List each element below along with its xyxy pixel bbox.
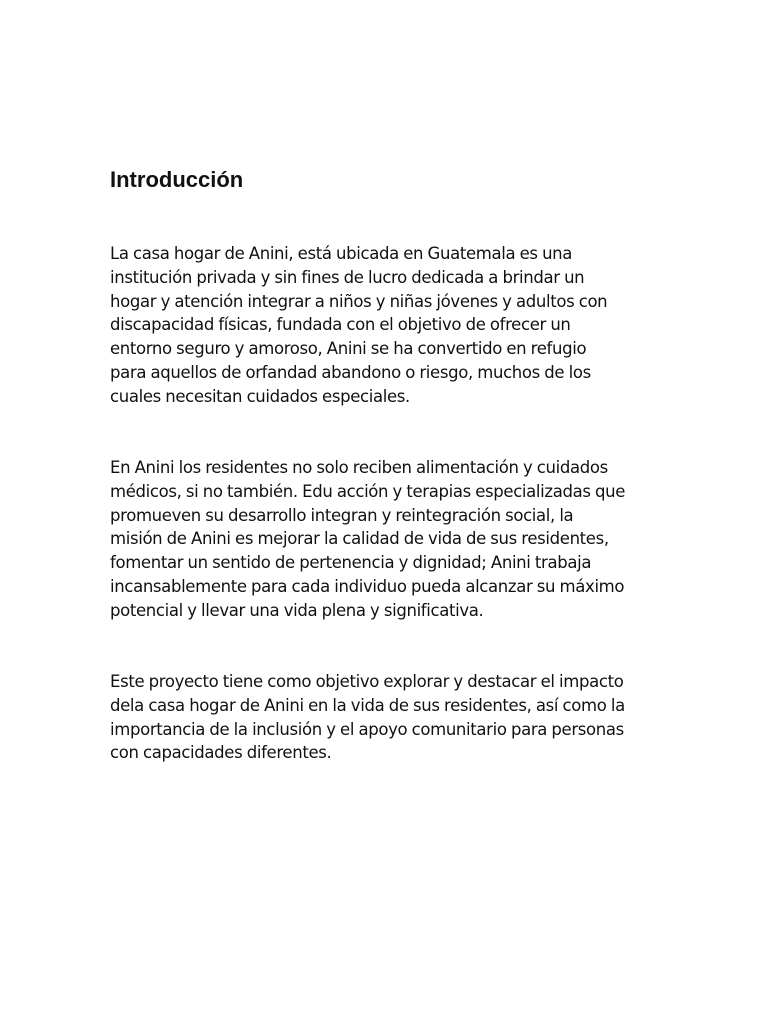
paragraph-line: potencial y llevar una vida plena y significativa. (110, 600, 484, 620)
paragraph-line: con capacidades diferentes. (110, 743, 332, 763)
document-page (110, 166, 670, 763)
paragraph-line: entorno seguro y amoroso, Anini se ha convertido en refugio (110, 339, 587, 359)
paragraph-line: para aquellos de orfandad abandono o riesgo, muchos de los (110, 362, 591, 382)
paragraph-line: importancia de la inclusión y el apoyo comunitario para personas (110, 719, 624, 739)
paragraph-line: En Anini los residentes no solo reciben alimentación y cuidados (110, 458, 608, 477)
paragraph-line: discapacidad físicas, fundada con el objetivo de ofrecer un (110, 315, 571, 335)
paragraph-1 (110, 242, 670, 409)
paragraph-line: hogar y atención integrar a niños y niñas jóvenes y adultos con (110, 291, 608, 311)
page-title: Introducción (110, 167, 244, 192)
paragraph-3 (110, 670, 670, 765)
paragraph-line: médicos, si no también. Edu acción y terapias especializadas que (110, 481, 626, 501)
paragraph-line: incansablemente para cada individuo pueda alcanzar su máximo (110, 576, 625, 596)
paragraph-line: Este proyecto tiene como objetivo explorar y destacar el impacto (110, 672, 624, 691)
paragraph-line: misión de Anini es mejorar la calidad de vida de sus residentes, (110, 529, 609, 549)
paragraph-2 (110, 456, 670, 623)
paragraph-line: dela casa hogar de Anini en la vida de sus residentes, así como la (110, 695, 625, 715)
paragraph-line: cuales necesitan cuidados especiales. (110, 386, 410, 406)
paragraph-line: promueven su desarrollo integran y reintegración social, la (110, 505, 574, 525)
paragraph-line: institución privada y sin fines de lucro dedicada a brindar un (110, 267, 585, 287)
paragraph-line: fomentar un sentido de pertenencia y dignidad; Anini trabaja (110, 553, 592, 573)
paragraph-line: La casa hogar de Anini, está ubicada en Guatemala es una (110, 244, 573, 263)
